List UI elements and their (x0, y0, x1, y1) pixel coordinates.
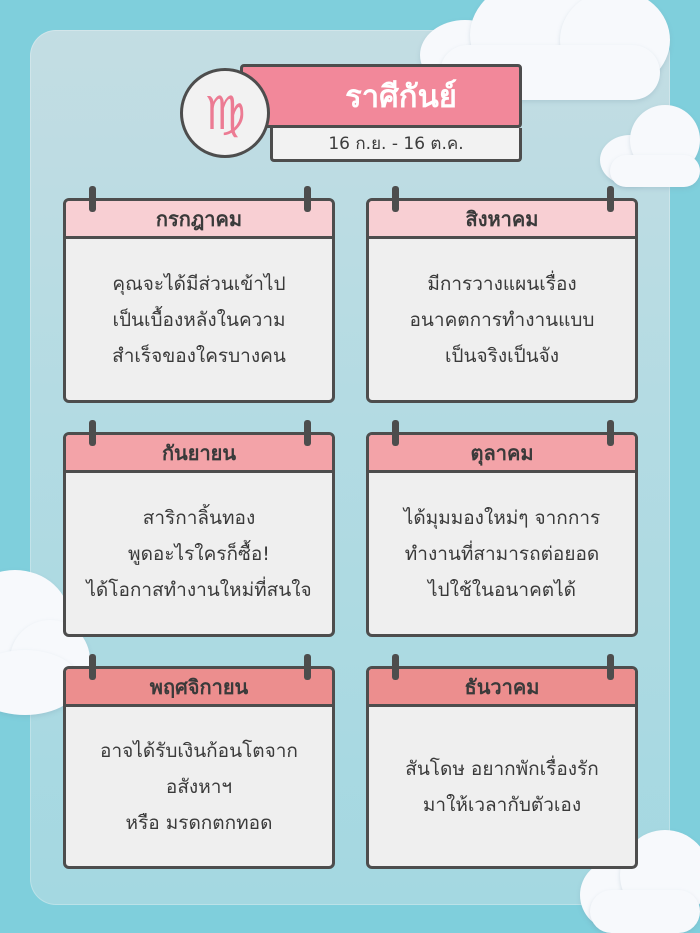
fortune-line: พูดอะไรใครก็ซื้อ! (128, 542, 270, 565)
zodiac-title: ราศีกันย์ (345, 79, 457, 115)
month-label: กรกฎาคม (155, 206, 243, 231)
fortune-line: เป็นจริงเป็นจัง (444, 344, 560, 367)
fortune-line: ได้โอกาสทำงานใหม่ที่สนใจ (86, 578, 312, 601)
fortune-line: อนาคตการทำงานแบบ (409, 308, 595, 331)
calendar-ring-icon (304, 654, 311, 680)
fortune-line: เป็นเบื้องหลังในความ (112, 308, 286, 331)
fortune-line: ได้มุมมองใหม่ๆ จากการ (403, 506, 601, 529)
fortune-line: อสังหาฯ (165, 775, 233, 798)
month-card-body (369, 707, 635, 866)
fortune-line: สำเร็จของใครบางคน (112, 344, 286, 367)
month-card (63, 432, 335, 637)
date-range: 16 ก.ย. - 16 ต.ค. (328, 134, 464, 154)
month-card (63, 198, 335, 403)
month-card-header (369, 435, 635, 473)
month-card-body (369, 239, 635, 400)
month-card (366, 666, 638, 869)
fortune-line: หรือ มรดกตกทอด (125, 811, 273, 834)
virgo-icon: ♍ (204, 86, 246, 140)
month-card-body (66, 707, 332, 866)
calendar-ring-icon (304, 186, 311, 212)
fortune-line: สาริกาลิ้นทอง (142, 506, 256, 529)
cloud-right (600, 105, 700, 190)
month-card (366, 198, 638, 403)
fortune-line: ไปใช้ในอนาคตได้ (427, 578, 577, 601)
month-label: สิงหาคม (465, 206, 539, 231)
fortune-text (405, 751, 599, 823)
calendar-ring-icon (392, 186, 399, 212)
zodiac-badge (180, 68, 270, 158)
fortune-line: ทำงานที่สามารถต่อยอด (404, 542, 600, 565)
fortune-line: มาให้เวลากับตัวเอง (422, 793, 582, 816)
fortune-line: คุณจะได้มีส่วนเข้าไป (112, 272, 286, 295)
fortune-line: อาจได้รับเงินก้อนโตจาก (100, 739, 298, 762)
month-label: พฤศจิกายน (149, 674, 249, 699)
calendar-ring-icon (607, 654, 614, 680)
month-card-header (66, 669, 332, 707)
fortune-line: มีการวางแผนเรื่อง (427, 272, 577, 295)
calendar-ring-icon (304, 420, 311, 446)
month-card-header (66, 435, 332, 473)
month-card-header (369, 669, 635, 707)
fortune-text (112, 266, 286, 374)
month-card (366, 432, 638, 637)
month-card (63, 666, 335, 869)
calendar-ring-icon (89, 654, 96, 680)
title-banner (240, 64, 522, 128)
fortune-text (404, 500, 600, 608)
calendar-ring-icon (89, 420, 96, 446)
calendar-ring-icon (89, 186, 96, 212)
fortune-text (86, 500, 311, 608)
month-card-body (66, 473, 332, 634)
month-card-body (369, 473, 635, 634)
calendar-ring-icon (392, 420, 399, 446)
calendar-ring-icon (607, 186, 614, 212)
date-range-banner (270, 128, 522, 162)
calendar-ring-icon (607, 420, 614, 446)
fortune-text (410, 266, 595, 374)
month-label: ธันวาคม (464, 674, 540, 699)
month-card-header (369, 201, 635, 239)
month-label: ตุลาคม (470, 440, 534, 465)
fortune-text (100, 733, 298, 841)
fortune-line: สันโดษ อยากพักเรื่องรัก (405, 757, 599, 780)
month-label: กันยายน (161, 440, 237, 465)
month-card-header (66, 201, 332, 239)
month-card-body (66, 239, 332, 400)
calendar-ring-icon (392, 654, 399, 680)
